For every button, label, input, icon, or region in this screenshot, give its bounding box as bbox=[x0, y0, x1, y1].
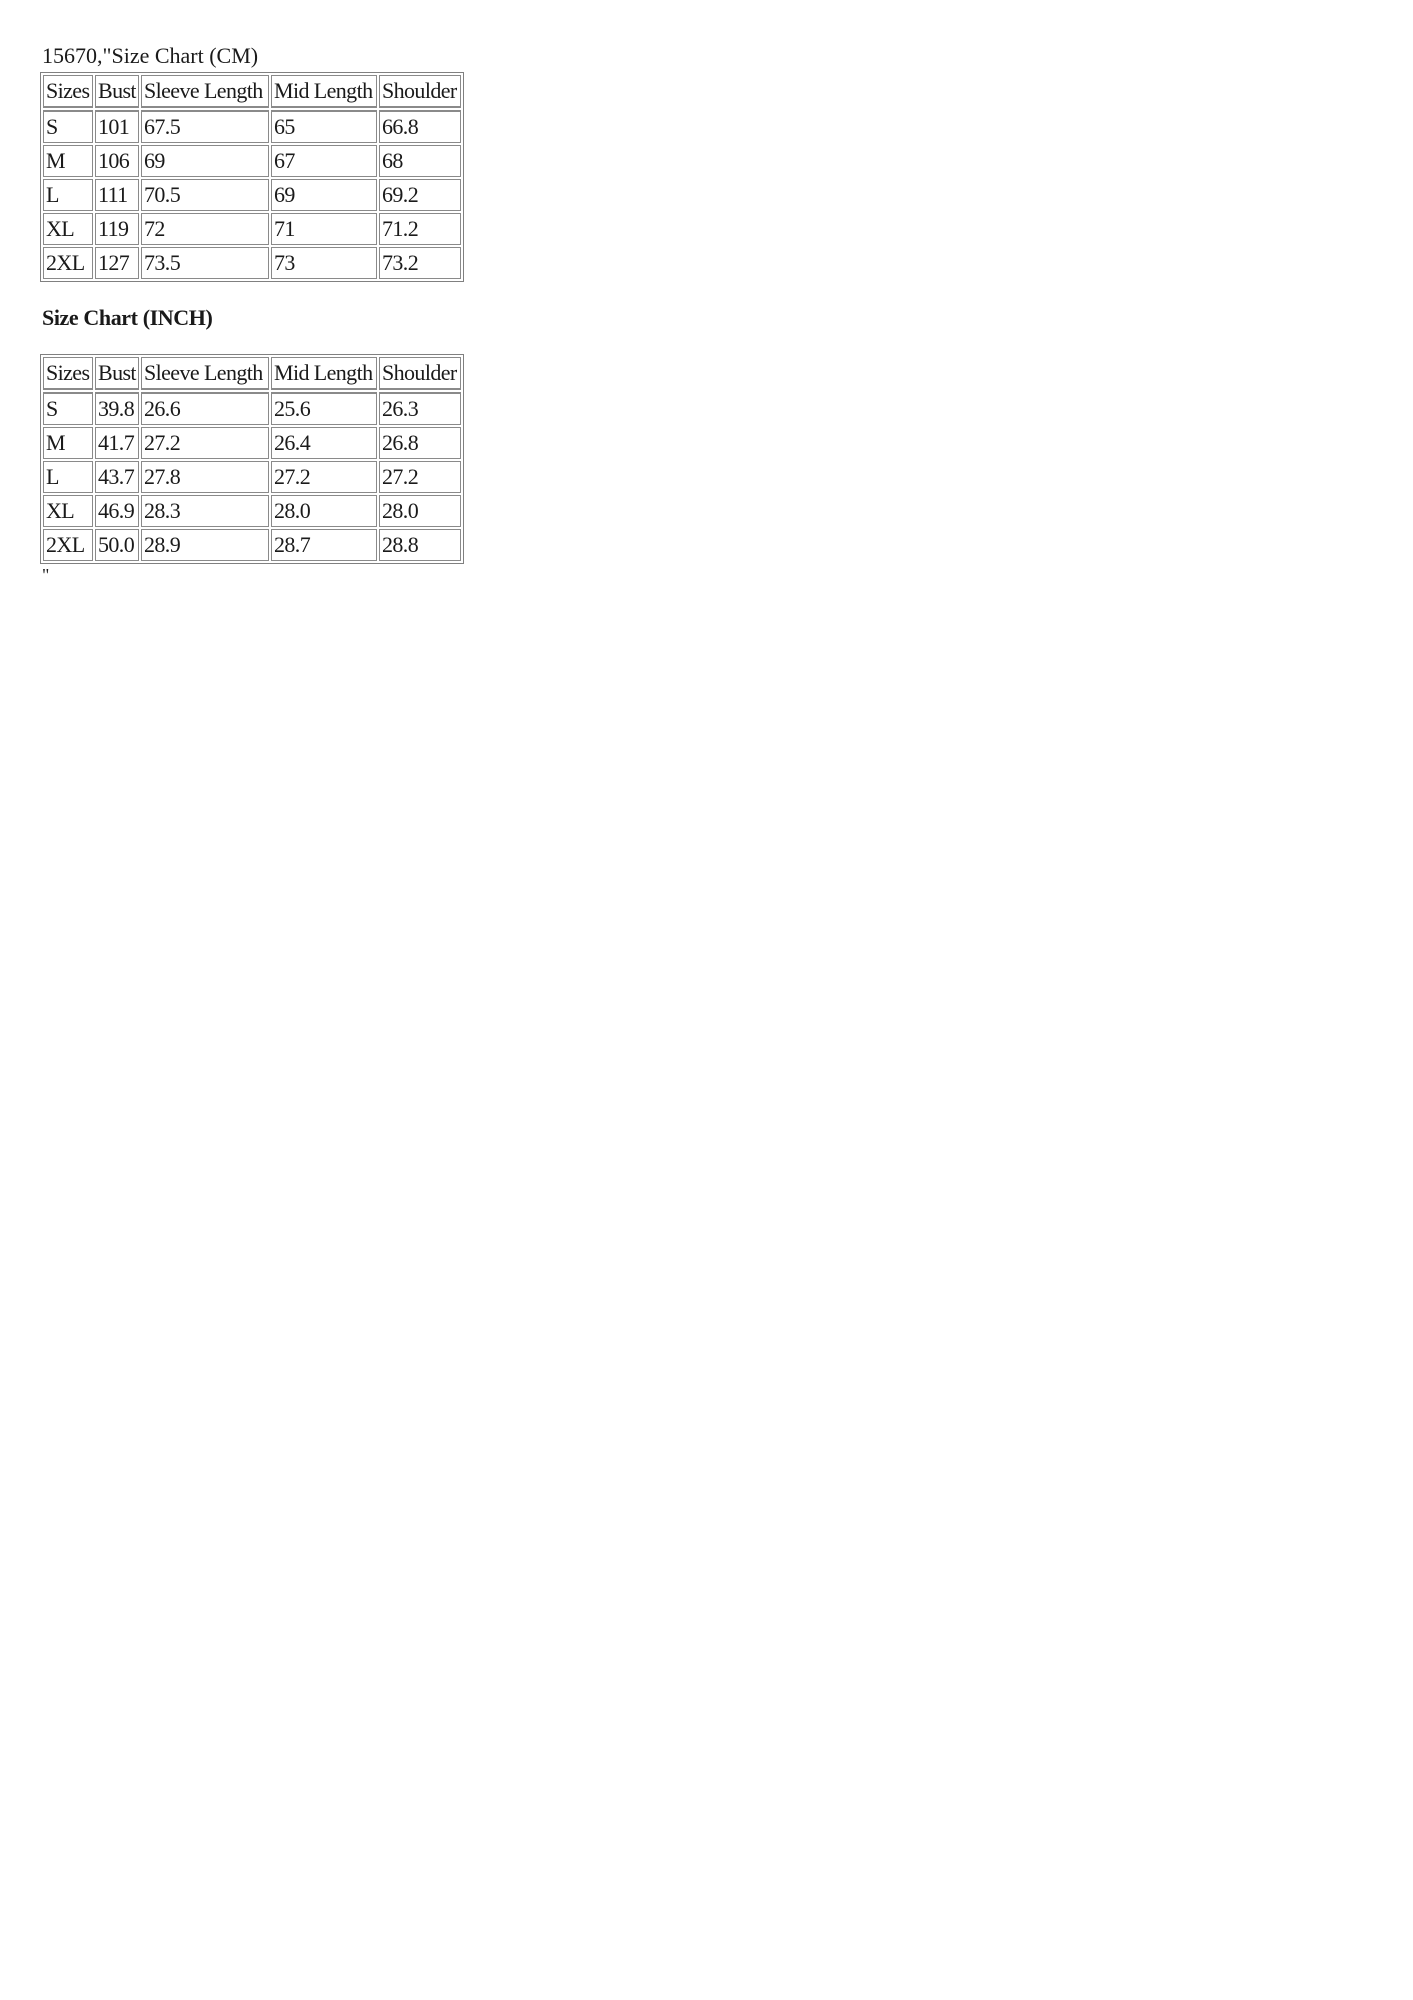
cell-bust: 106 bbox=[95, 145, 139, 177]
table-row bbox=[43, 392, 461, 425]
cell-bust: 41.7 bbox=[95, 427, 139, 459]
cell-mid-length: 71 bbox=[271, 213, 377, 245]
cell-bust: 50.0 bbox=[95, 529, 139, 561]
table-row bbox=[43, 110, 461, 143]
cell-sleeve-length: 28.3 bbox=[141, 495, 269, 527]
column-header-sizes: Sizes bbox=[43, 357, 93, 390]
cell-bust: 127 bbox=[95, 247, 139, 279]
size-chart-inch-table bbox=[40, 354, 464, 564]
document-page bbox=[42, 42, 542, 584]
cell-shoulder: 26.3 bbox=[379, 392, 461, 425]
column-header-bust: Bust bbox=[95, 75, 139, 108]
table-row bbox=[43, 145, 461, 177]
column-header-bust: Bust bbox=[95, 357, 139, 390]
cell-sleeve-length: 72 bbox=[141, 213, 269, 245]
table-row bbox=[43, 461, 461, 493]
cell-mid-length: 73 bbox=[271, 247, 377, 279]
cell-size: 2XL bbox=[43, 247, 93, 279]
cell-sleeve-length: 26.6 bbox=[141, 392, 269, 425]
cell-sleeve-length: 73.5 bbox=[141, 247, 269, 279]
cell-shoulder: 68 bbox=[379, 145, 461, 177]
cell-size: XL bbox=[43, 495, 93, 527]
table-row bbox=[43, 213, 461, 245]
table-row bbox=[43, 179, 461, 211]
cell-sleeve-length: 27.8 bbox=[141, 461, 269, 493]
cell-bust: 46.9 bbox=[95, 495, 139, 527]
cell-size: M bbox=[43, 145, 93, 177]
size-chart-cm-table bbox=[40, 72, 464, 282]
column-header-mid-length: Mid Length bbox=[271, 357, 377, 390]
table-header-row bbox=[43, 75, 461, 108]
cell-bust: 111 bbox=[95, 179, 139, 211]
cell-bust: 101 bbox=[95, 110, 139, 143]
cell-sleeve-length: 67.5 bbox=[141, 110, 269, 143]
table-row bbox=[43, 427, 461, 459]
column-header-sleeve-length: Sleeve Length bbox=[141, 357, 269, 390]
cell-mid-length: 65 bbox=[271, 110, 377, 143]
cell-size: 2XL bbox=[43, 529, 93, 561]
cell-shoulder: 71.2 bbox=[379, 213, 461, 245]
cell-size: L bbox=[43, 461, 93, 493]
table-row bbox=[43, 529, 461, 561]
cell-size: L bbox=[43, 179, 93, 211]
cell-bust: 39.8 bbox=[95, 392, 139, 425]
table-row bbox=[43, 495, 461, 527]
column-header-shoulder: Shoulder bbox=[379, 75, 461, 108]
cell-shoulder: 73.2 bbox=[379, 247, 461, 279]
cell-size: S bbox=[43, 392, 93, 425]
cell-mid-length: 28.7 bbox=[271, 529, 377, 561]
cell-sleeve-length: 70.5 bbox=[141, 179, 269, 211]
cell-sleeve-length: 28.9 bbox=[141, 529, 269, 561]
cell-shoulder: 28.0 bbox=[379, 495, 461, 527]
cell-mid-length: 28.0 bbox=[271, 495, 377, 527]
cell-size: XL bbox=[43, 213, 93, 245]
cell-shoulder: 28.8 bbox=[379, 529, 461, 561]
column-header-sleeve-length: Sleeve Length bbox=[141, 75, 269, 108]
cell-shoulder: 69.2 bbox=[379, 179, 461, 211]
table-header-row bbox=[43, 357, 461, 390]
inch-chart-heading: Size Chart (INCH) bbox=[42, 305, 213, 330]
cell-sleeve-length: 69 bbox=[141, 145, 269, 177]
cell-shoulder: 26.8 bbox=[379, 427, 461, 459]
column-header-mid-length: Mid Length bbox=[271, 75, 377, 108]
column-header-shoulder: Shoulder bbox=[379, 357, 461, 390]
cell-size: S bbox=[43, 110, 93, 143]
cell-shoulder: 27.2 bbox=[379, 461, 461, 493]
table-row bbox=[43, 247, 461, 279]
cell-size: M bbox=[43, 427, 93, 459]
intro-line: 15670,"Size Chart (CM) bbox=[42, 43, 259, 68]
cell-bust: 43.7 bbox=[95, 461, 139, 493]
cell-mid-length: 27.2 bbox=[271, 461, 377, 493]
cell-mid-length: 25.6 bbox=[271, 392, 377, 425]
cell-shoulder: 66.8 bbox=[379, 110, 461, 143]
cell-mid-length: 69 bbox=[271, 179, 377, 211]
cell-sleeve-length: 27.2 bbox=[141, 427, 269, 459]
cell-bust: 119 bbox=[95, 213, 139, 245]
trailing-quote: " bbox=[42, 565, 50, 585]
cell-mid-length: 67 bbox=[271, 145, 377, 177]
cell-mid-length: 26.4 bbox=[271, 427, 377, 459]
column-header-sizes: Sizes bbox=[43, 75, 93, 108]
